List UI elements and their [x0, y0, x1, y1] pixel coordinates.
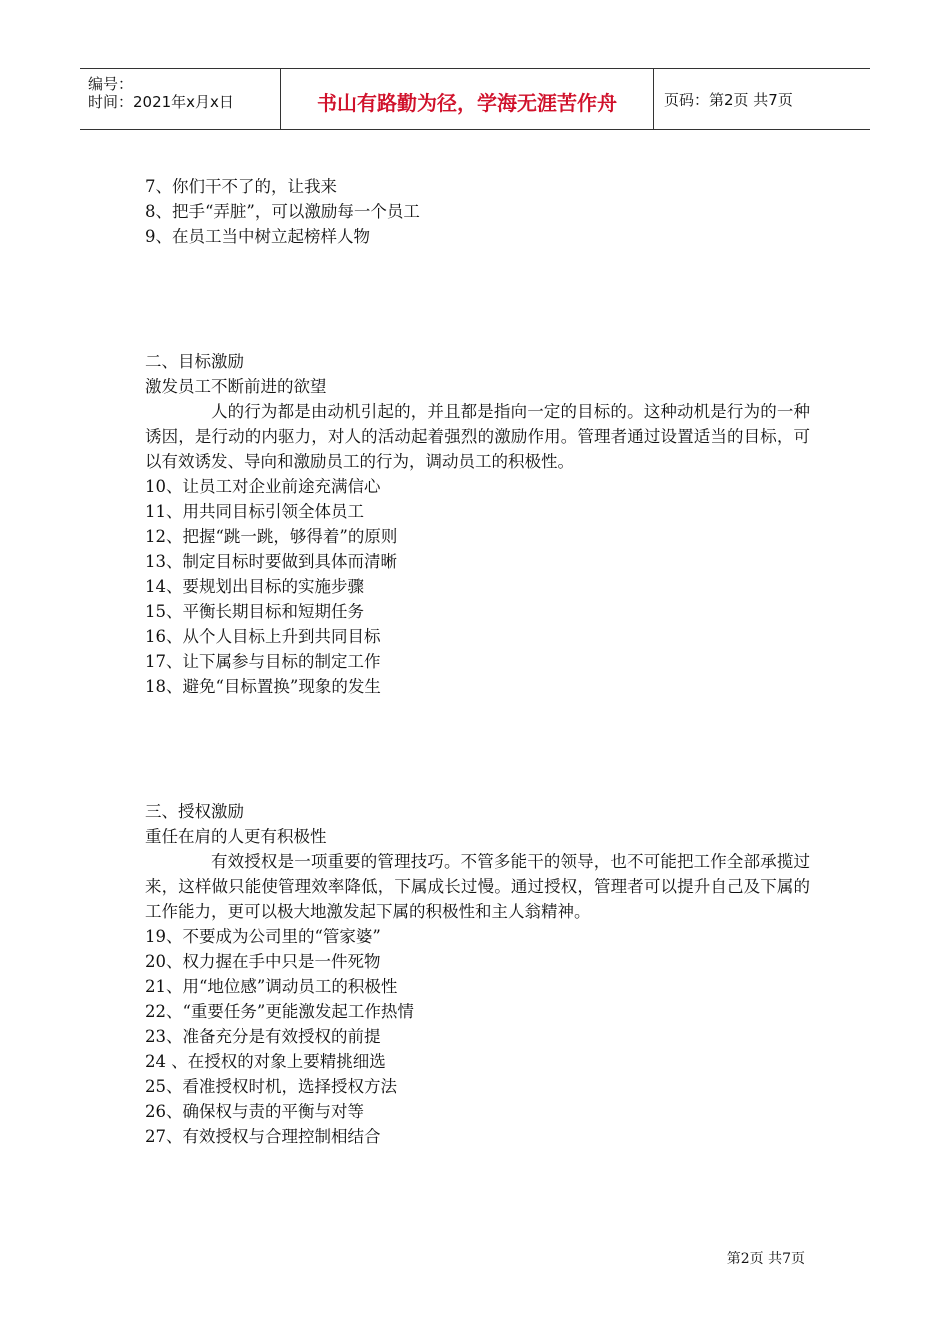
list-item: 15、平衡长期目标和短期任务 [145, 602, 364, 621]
list-item: 23、准备充分是有效授权的前提 [145, 1027, 381, 1046]
header-motto: 书山有路勤为径，学海无涯苦作舟 [317, 91, 617, 115]
list-item: 26、确保权与责的平衡与对等 [145, 1102, 364, 1121]
list-item: 17、让下属参与目标的制定工作 [145, 652, 381, 671]
list-item: 22、“重要任务”更能激发起工作热情 [145, 1002, 414, 1021]
previous-section-items [145, 174, 810, 249]
section-paragraph: 人的行为都是由动机引起的，并且都是指向一定的目标的。这种动机是行为的一种诱因，是行动的内驱力，对人的活动起着强烈的激励作用。管理者通过设置适当的目标，可以有效诱发、导向和激励员工的行为，调动员工的积极性。 [145, 402, 810, 471]
section-paragraph: 有效授权是一项重要的管理技巧。不管多能干的领导，也不可能把工作全部承揽过来，这样做只能使管理效率降低，下属成长过慢。通过授权，管理者可以提升自己及下属的工作能力，更可以极大地激发起下属的积极性和主人翁精神。 [145, 852, 810, 921]
list-item: 11、用共同目标引领全体员工 [145, 502, 364, 521]
header-right-cell [654, 69, 870, 129]
header-middle-cell [281, 69, 654, 129]
list-item: 10、让员工对企业前途充满信心 [145, 477, 381, 496]
document-body [145, 174, 810, 1149]
section-subtitle: 重任在肩的人更有积极性 [145, 827, 327, 846]
section-title: 三、授权激励 [145, 802, 244, 821]
list-item: 24 、在授权的对象上要精挑细选 [145, 1052, 386, 1071]
list-item: 8、把手“弄脏”，可以激励每一个员工 [145, 202, 420, 221]
list-item: 14、要规划出目标的实施步骤 [145, 577, 364, 596]
section-title: 二、目标激励 [145, 352, 244, 371]
footer-page-info: 第2页 共7页 [726, 1251, 805, 1267]
list-item: 25、看准授权时机，选择授权方法 [145, 1077, 397, 1096]
list-item: 16、从个人目标上升到共同目标 [145, 627, 381, 646]
list-item: 19、不要成为公司里的“管家婆” [145, 927, 381, 946]
section-authorization-incentive [145, 799, 810, 1149]
list-item: 7、你们干不了的，让我来 [145, 177, 337, 196]
section-goal-incentive [145, 349, 810, 699]
list-item: 21、用“地位感”调动员工的积极性 [145, 977, 398, 996]
header-page-info: 页码：第2页 共7页 [664, 91, 793, 109]
list-item: 9、在员工当中树立起榜样人物 [145, 227, 370, 246]
list-item: 12、把握“跳一跳，够得着”的原则 [145, 527, 398, 546]
list-item: 27、有效授权与合理控制相结合 [145, 1127, 381, 1146]
list-item: 13、制定目标时要做到具体而清晰 [145, 552, 397, 571]
document-time-label: 时间：2021年x月x日 [88, 93, 234, 111]
list-item: 18、避免“目标置换”现象的发生 [145, 677, 381, 696]
document-header [80, 68, 870, 130]
list-item: 20、权力握在手中只是一件死物 [145, 952, 381, 971]
header-left-cell [80, 69, 281, 129]
section-subtitle: 激发员工不断前进的欲望 [145, 377, 327, 396]
document-number-label: 编号： [88, 75, 134, 93]
